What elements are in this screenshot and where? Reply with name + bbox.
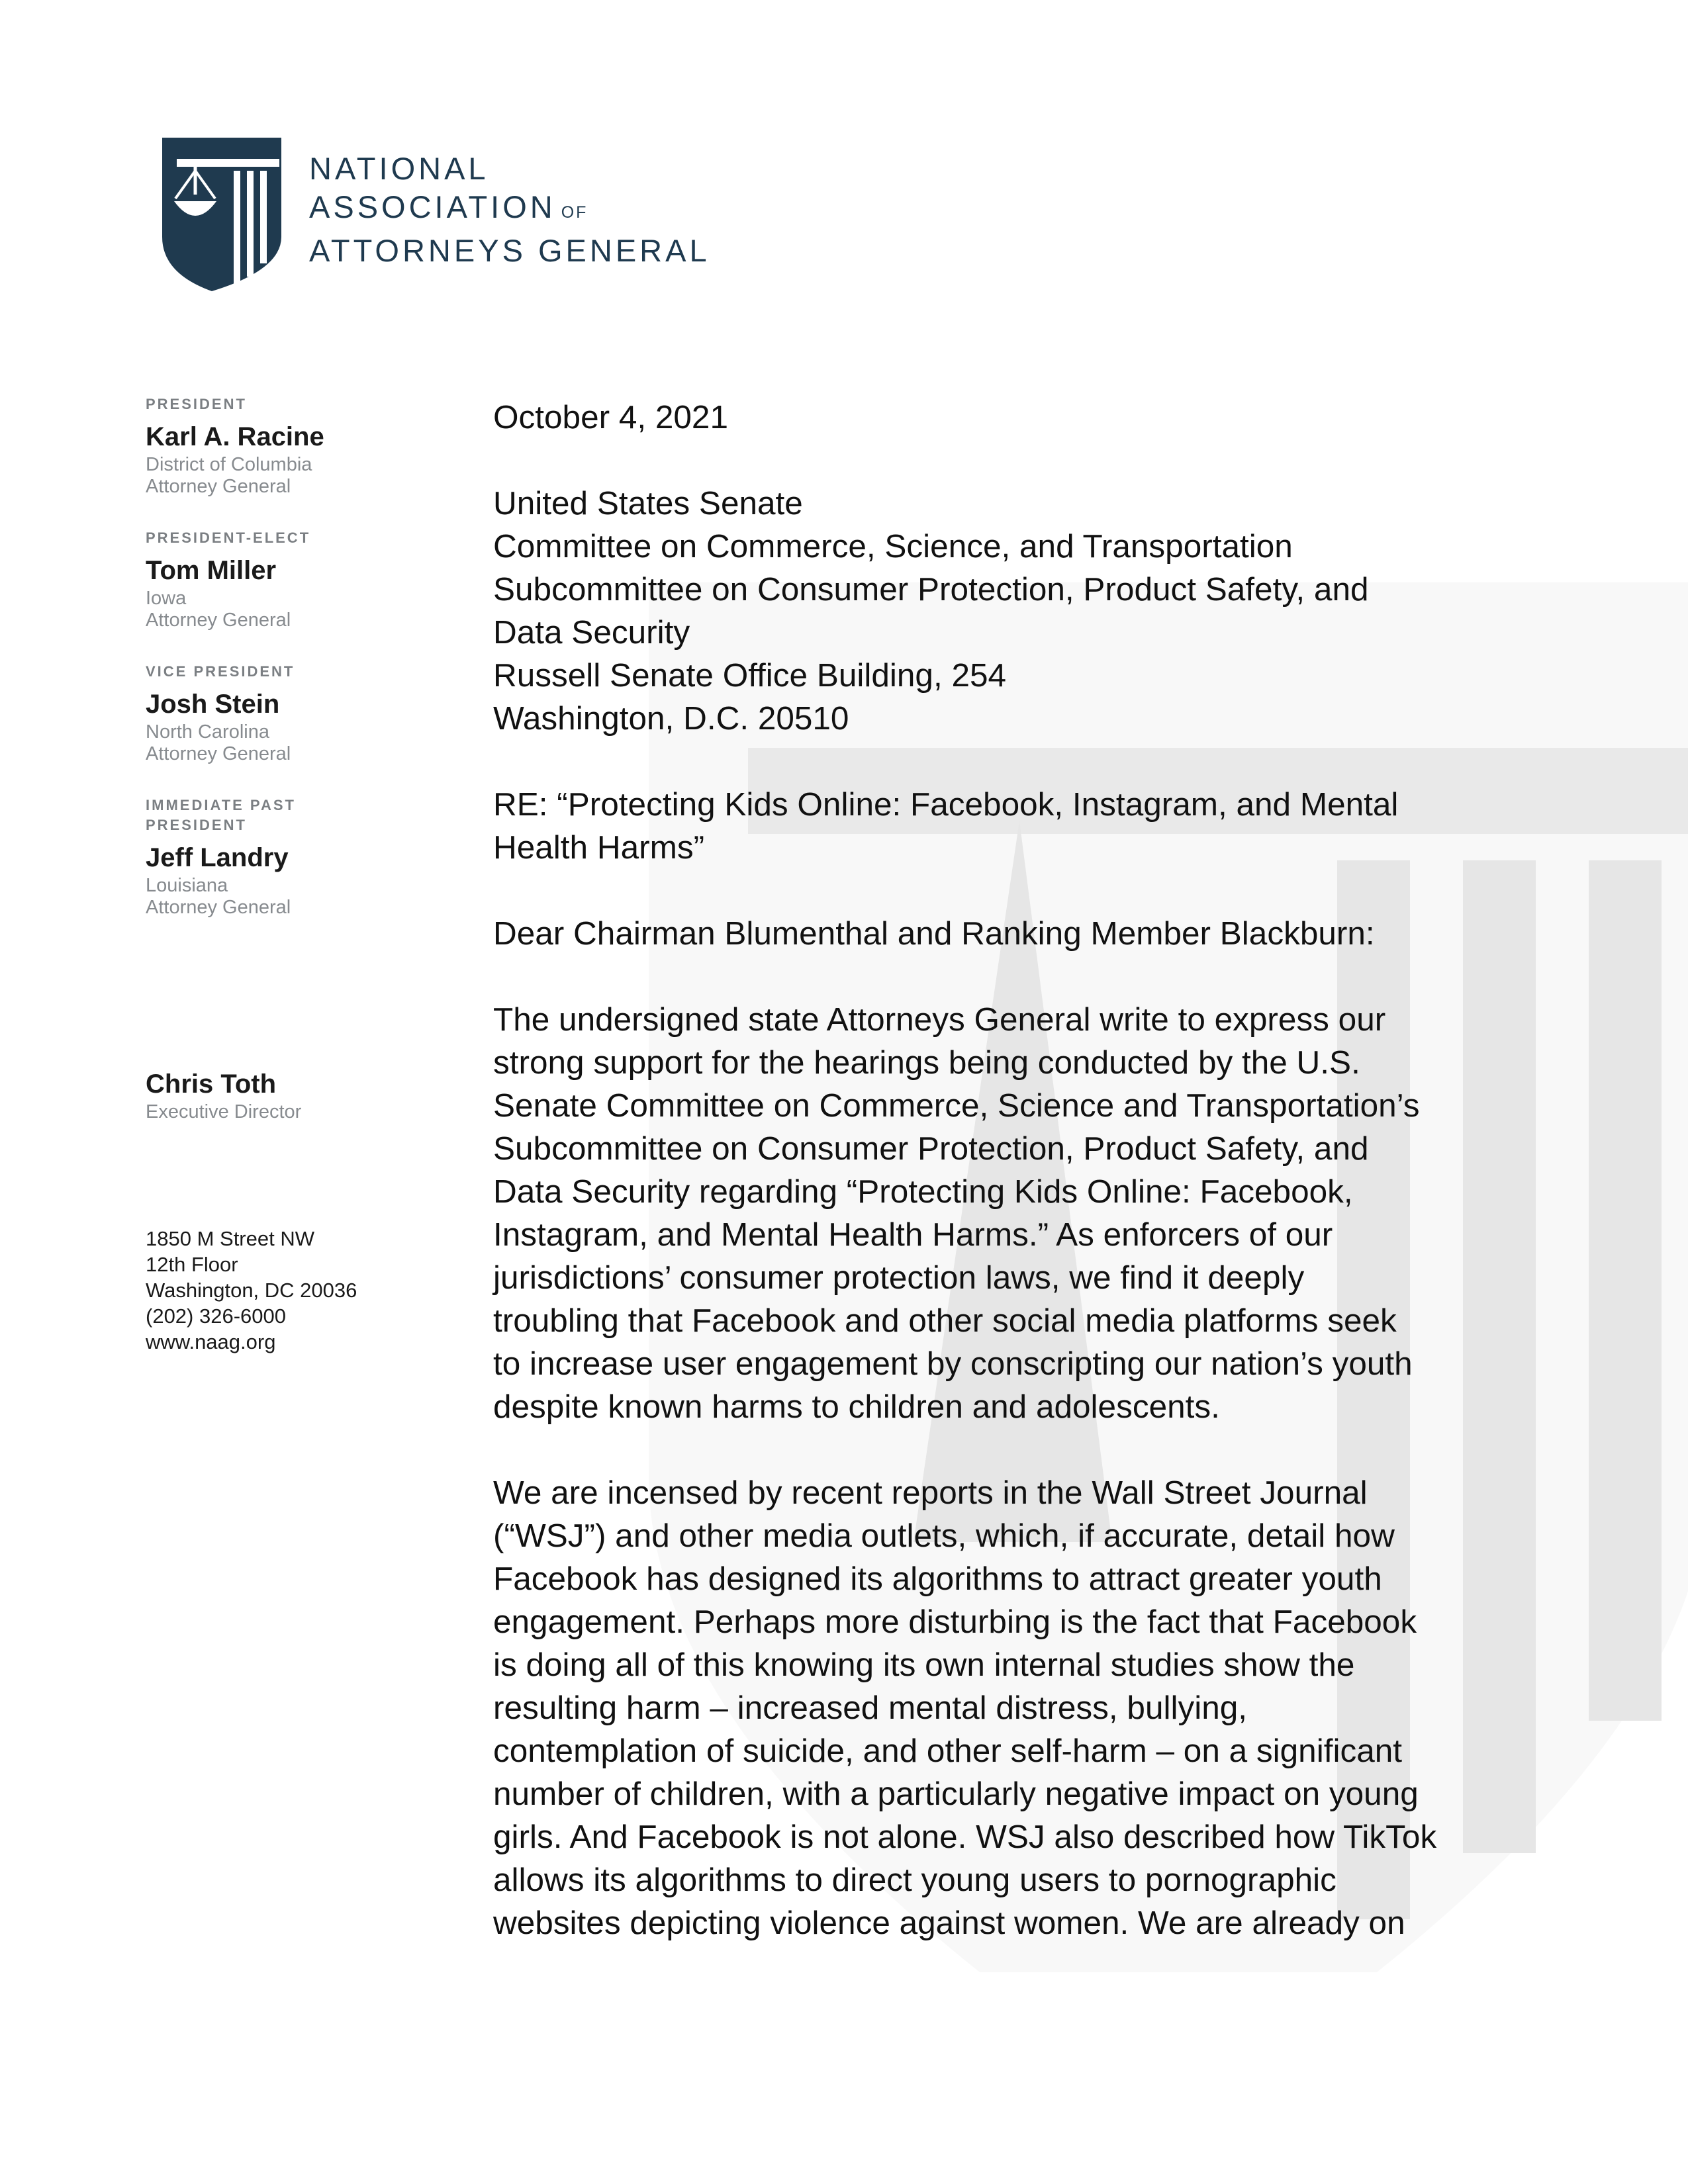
letter-body: [493, 396, 1526, 1944]
officer-president-elect: [146, 528, 430, 631]
address-website: www.naag.org: [146, 1330, 276, 1353]
officer-name: Jeff Landry: [146, 843, 289, 872]
officer-immediate-past-president: [146, 796, 430, 919]
officer-role: VICE PRESIDENT: [146, 663, 295, 680]
director-name: Chris Toth: [146, 1069, 277, 1099]
address-street: 1850 M Street NW: [146, 1227, 314, 1250]
shield-scales-icon: [162, 138, 288, 291]
letter-date: October 4, 2021: [493, 399, 728, 435]
director-title: Executive Director: [146, 1101, 302, 1122]
letter-recipient: United States Senate Committee on Commerce, Science, and Transportation Subcommittee on Consumer Protection, Product Safety, and Data Security Russell Senate Office Building, 254 Washington, D.C. 20510: [493, 485, 1369, 737]
officer-jurisdiction: North Carolina: [146, 721, 269, 743]
address-city: Washington, DC 20036: [146, 1279, 357, 1302]
org-name-line2-text: ASSOCIATION: [309, 189, 556, 224]
officer-title: Attorney General: [146, 476, 291, 497]
address-floor: 12th Floor: [146, 1253, 238, 1276]
officer-role: PRESIDENT-ELECT: [146, 529, 311, 546]
organization-name: [309, 150, 710, 270]
officer-role: IMMEDIATE PAST PRESIDENT: [146, 797, 296, 833]
officer-title: Attorney General: [146, 743, 291, 764]
executive-director: [146, 1062, 301, 1123]
letter-paragraph: We are incensed by recent reports in the Wall Street Journal (“WSJ”) and other media outlets, which, if accurate, detail how Facebook has designed its algorithms to attract greater youth engagement. Perhaps more disturbing is the fact that Facebook is doing all of this knowing its own internal studies show the resulting harm – increased mental distress, bullying, contemplation of suicide, and other self-harm – on a significant number of children, with a particularly negative impact on young girls. And Facebook is not alone. WSJ also described how TikTok allows its algorithms to direct young users to pornographic websites depicting violence against women. We are already on: [493, 1475, 1437, 1941]
letter-subject: RE: “Protecting Kids Online: Facebook, Instagram, and Mental Health Harms”: [493, 786, 1399, 866]
officer-role: PRESIDENT: [146, 396, 247, 412]
org-name-of: OF: [561, 203, 588, 222]
officers-sidebar: [146, 394, 430, 949]
officer-president: [146, 394, 430, 498]
office-address: [146, 1226, 357, 1355]
officer-name: Josh Stein: [146, 690, 280, 719]
officer-name: Tom Miller: [146, 556, 277, 585]
letter-salutation: Dear Chairman Blumenthal and Ranking Member Blackburn:: [493, 915, 1375, 952]
naag-logo: [162, 138, 745, 296]
officer-vice-president: [146, 662, 430, 765]
officer-title: Attorney General: [146, 610, 291, 631]
org-name-line1: NATIONAL: [309, 151, 489, 186]
letter-paragraph: The undersigned state Attorneys General write to express our strong support for the hearings being conducted by the U.S. Senate Committee on Commerce, Science and Transportation’s Subcommittee on Consumer Protection, Product Safety, and Data Security regarding “Protecting Kids Online: Facebook, Instagram, and Mental Health Harms.” As enforcers of our jurisdictions’ consumer protection laws, we find it deeply troubling that Facebook and other social media platforms seek to increase user engagement by conscripting our nation’s youth despite known harms to children and adolescents.: [493, 1001, 1420, 1425]
address-phone: (202) 326-6000: [146, 1304, 286, 1328]
officer-jurisdiction: Louisiana: [146, 875, 228, 896]
officer-jurisdiction: Iowa: [146, 588, 187, 609]
officer-jurisdiction: District of Columbia: [146, 454, 312, 475]
org-name-line2: [309, 188, 710, 232]
officer-title: Attorney General: [146, 897, 291, 918]
org-name-line3: ATTORNEYS GENERAL: [309, 233, 710, 268]
officer-name: Karl A. Racine: [146, 422, 324, 451]
